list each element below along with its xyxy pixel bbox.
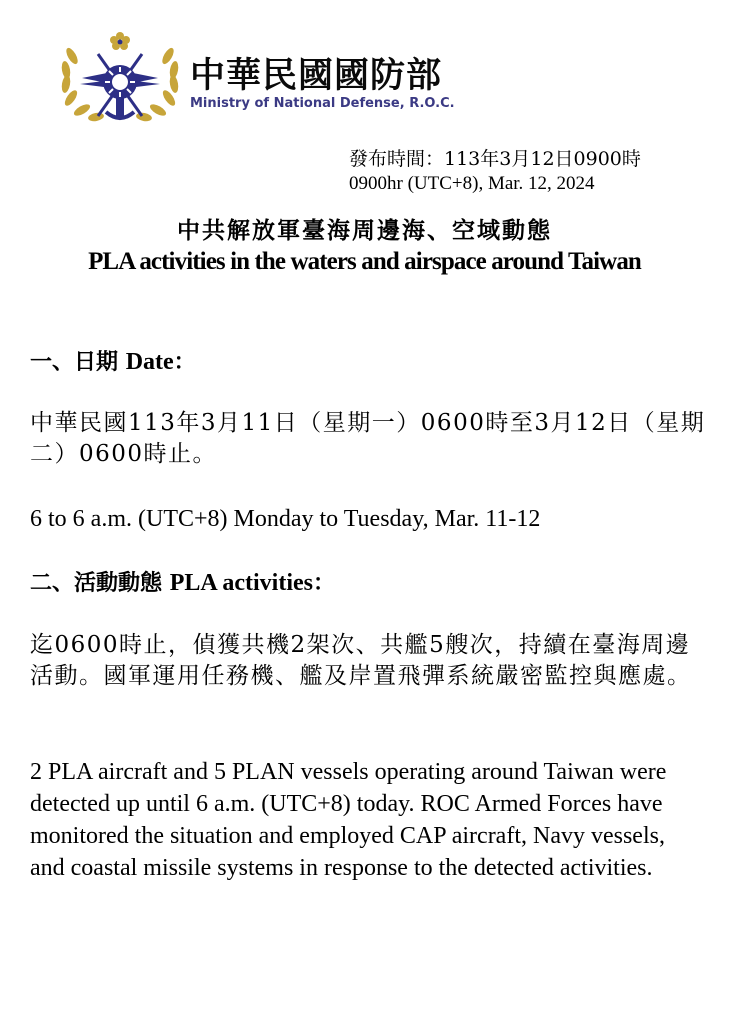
section-heading-date-en: Date [125,349,174,375]
release-time-en: 0900hr (UTC+8), Mar. 12, 2024 [349,173,595,194]
date-body-zh: 中華民國113年3月11日（星期一）0600時至3月12日（星期二）0600時止。 [30,410,706,467]
section-heading-activities-zh: 二、活動動態 [30,570,163,596]
organization-name-zh: 中華民國國防部 [190,56,443,96]
release-time-zh: 發布時間：113年3月12日0900時 [349,148,641,170]
document-title-zh: 中共解放軍臺海周邊海、空域動態 [177,217,552,244]
activities-body-en: 2 PLA aircraft and 5 PLAN vessels operating around Taiwan were detected up until 6 a.m. (UTC+8) today. ROC Armed Forces have monitored the situation and employed CAP aircraft, Navy vessels, and coastal missile systems in response to the detected activities. [30,759,667,881]
section-heading-activities-suffix: ： [313,570,336,596]
section-heading-activities [30,566,335,597]
mnd-emblem-icon [52,26,188,130]
date-body-en: 6 to 6 a.m. (UTC+8) Monday to Tuesday, Mar. 11-12 [30,506,541,532]
document-title-en: PLA activities in the waters and airspace around Taiwan [88,248,641,275]
organization-name-en: Ministry of National Defense, R.O.C. [190,96,455,111]
section-heading-date-zh: 一、日期 [30,349,119,375]
activities-body-zh: 迄0600時止，偵獲共機2架次、共艦5艘次，持續在臺海周邊活動。國軍運用任務機、艦及岸置飛彈系統嚴密監控與應處。 [30,632,692,689]
section-heading-activities-en: PLA activities [169,570,313,596]
section-heading-date [30,345,196,376]
section-heading-date-suffix: ： [173,349,196,375]
